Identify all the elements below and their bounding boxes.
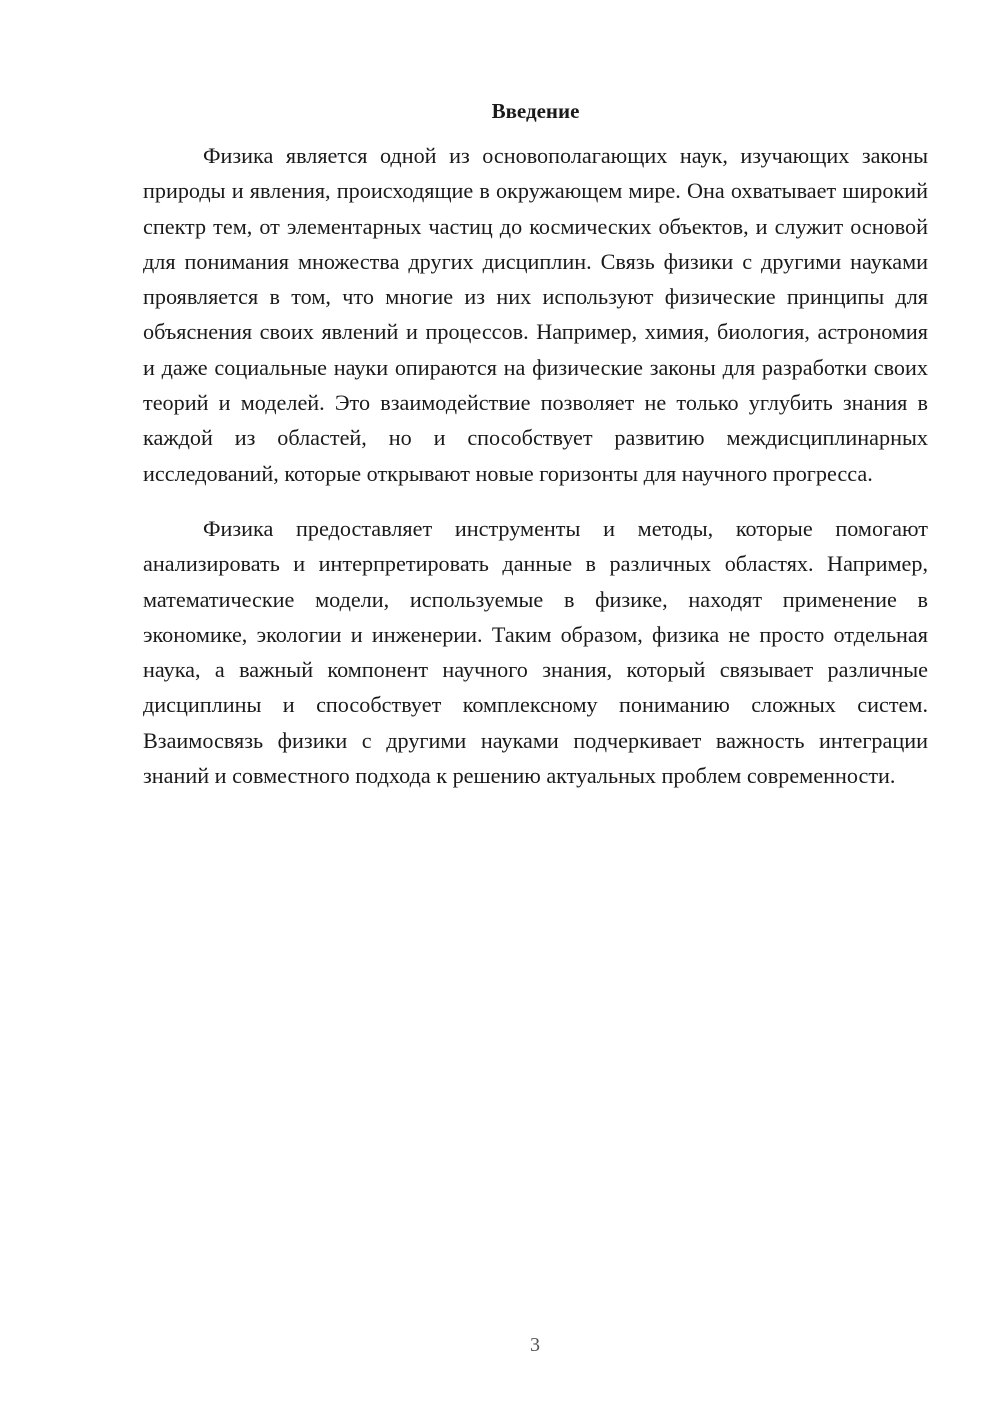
- paragraph-2: Физика предоставляет инструменты и методы, которые помогают анализировать и интерпретировать данные в различных областях. Например, математические модели, используемые в физике, находят применение в экономике, экологии и инженерии. Таким образом, физика не просто отдельная наука, а важный компонент научного знания, который связывает различные дисциплины и способствует комплексному пониманию сложных систем. Взаимосвязь физики с другими науками подчеркивает важность интеграции знаний и совместного подхода к решению актуальных проблем современности.: [143, 515, 928, 789]
- paragraph-1: Физика является одной из основополагающих наук, изучающих законы природы и явления, происходящие в окружающем мире. Она охватывает широкий спектр тем, от элементарных частиц до космических объектов, и служит основой для понимания множества других дисциплин. Связь физики с другими науками проявляется в том, что многие из них используют физические принципы для объяснения своих явлений и процессов. Например, химия, биология, астрономия и даже социальные науки опираются на физические законы для разработки своих теорий и моделей. Это взаимодействие позволяет не только углубить знания в каждой из областей, но и способствует развитию междисциплинарных исследований, которые открывают новые горизонты для научного прогресса.: [143, 143, 928, 486]
- section-heading: Введение: [491, 99, 580, 123]
- page-number: 3: [530, 1334, 540, 1356]
- page-content: [143, 96, 928, 793]
